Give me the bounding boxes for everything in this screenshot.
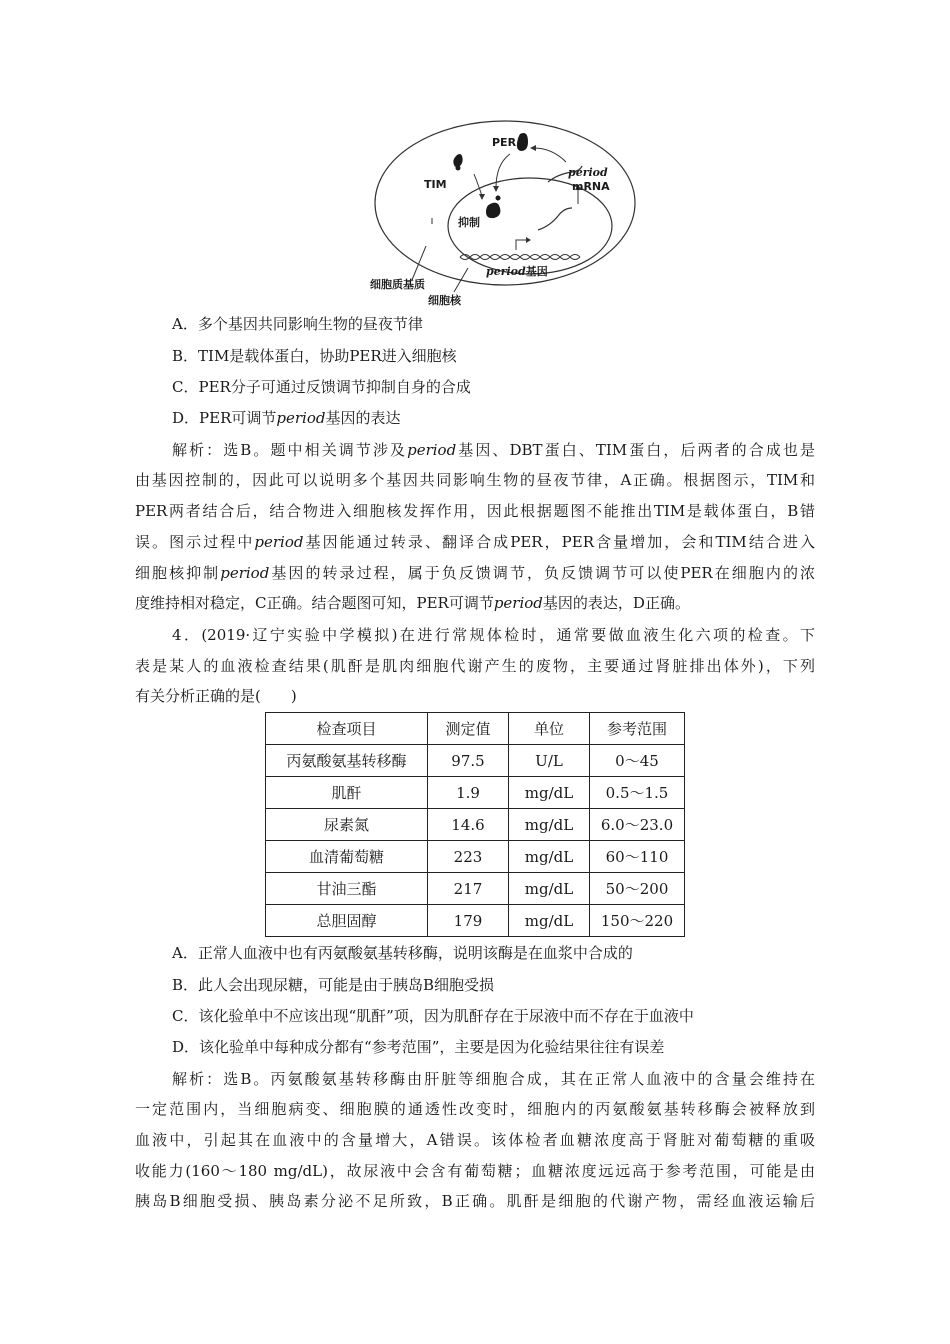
table-cell: 223 bbox=[428, 841, 509, 873]
q3-option-a: A．多个基因共同影响生物的昼夜节律 bbox=[172, 315, 423, 333]
per-protein bbox=[517, 133, 528, 151]
table-row bbox=[266, 809, 685, 841]
period-mrna-label-bottom: mRNA bbox=[572, 180, 610, 193]
table-cell: mg/dL bbox=[509, 905, 590, 937]
table-cell: mg/dL bbox=[509, 841, 590, 873]
table-cell: mg/dL bbox=[509, 809, 590, 841]
q4-analysis-line-2: 一定范围内，当细胞病变、细胞膜的通透性改变时，细胞内的丙氨酸氨基转移酶会被释放到 bbox=[135, 1100, 815, 1118]
q3-analysis-line-4: 误。图示过程中period基因能通过转录、翻译合成PER，PER含量增加，会和TIM结合进入 bbox=[135, 533, 815, 551]
q3-analysis-line-2: 由基因控制的，因此可以说明多个基因共同影响生物的昼夜节律，A正确。根据图示，TIM和 bbox=[135, 471, 815, 489]
table-cell: mg/dL bbox=[509, 873, 590, 905]
cytoplasm-leader bbox=[412, 246, 426, 280]
table-row bbox=[266, 841, 685, 873]
dna-helix bbox=[460, 255, 580, 260]
per-label: PER bbox=[492, 136, 517, 149]
q4-stem-line-2: 表是某人的血液检查结果(肌酐是肌肉细胞代谢产生的废物，主要通过肾脏排出体外)，下列 bbox=[135, 657, 815, 675]
translation-arrow bbox=[534, 148, 566, 162]
table-cell: 尿素氮 bbox=[266, 809, 428, 841]
per-import-arrow bbox=[496, 154, 510, 188]
table-cell: 60～110 bbox=[590, 841, 685, 873]
table-row bbox=[266, 873, 685, 905]
table-cell: mg/dL bbox=[509, 777, 590, 809]
q4-option-d: D．该化验单中每种成分都有“参考范围”，主要是因为化验结果往往有误差 bbox=[172, 1038, 665, 1056]
q3-option-d: D．PER可调节period基因的表达 bbox=[172, 409, 401, 427]
period-gene-label: period基因 bbox=[486, 265, 548, 278]
table-cell: 总胆固醇 bbox=[266, 905, 428, 937]
nucleus-leader bbox=[454, 268, 468, 292]
q4-option-c: C．该化验单中不应该出现“肌酐”项，因为肌酐存在于尿液中而不存在于血液中 bbox=[172, 1007, 694, 1025]
q4-stem-line-1: 4．(2019·辽宁实验中学模拟)在进行常规体检时，通常要做血液生化六项的检查。下 bbox=[172, 626, 815, 644]
tim-label: TIM bbox=[424, 178, 447, 191]
q3-analysis-line-6: 度维持相对稳定，C正确。结合题图可知，PER可调节period基因的表达，D正确。 bbox=[135, 594, 690, 612]
table-row bbox=[266, 745, 685, 777]
table-row bbox=[266, 777, 685, 809]
nucleus-label: 细胞核 bbox=[428, 294, 461, 307]
table-cell: 150～220 bbox=[590, 905, 685, 937]
blood-test-table bbox=[265, 712, 685, 937]
table-cell: 14.6 bbox=[428, 809, 509, 841]
table-cell: 179 bbox=[428, 905, 509, 937]
q4-analysis-line-5: 胰岛B细胞受损、胰岛素分泌不足所致，B正确。肌酐是细胞的代谢产物，需经血液运输后 bbox=[135, 1192, 815, 1210]
tim-protein bbox=[453, 154, 462, 167]
table-cell: 肌酐 bbox=[266, 777, 428, 809]
table-cell: 丙氨酸氨基转移酶 bbox=[266, 745, 428, 777]
table-cell: 97.5 bbox=[428, 745, 509, 777]
table-header-cell: 测定值 bbox=[428, 713, 509, 745]
table-cell: 0～45 bbox=[590, 745, 685, 777]
period-mrna-label-top: period bbox=[568, 166, 608, 179]
inhibit-label: 抑制 bbox=[458, 216, 480, 229]
table-header-cell: 参考范围 bbox=[590, 713, 685, 745]
table-cell: 0.5～1.5 bbox=[590, 777, 685, 809]
q3-option-b: B．TIM是载体蛋白，协助PER进入细胞核 bbox=[172, 347, 457, 365]
q4-option-b: B．此人会出现尿糖，可能是由于胰岛B细胞受损 bbox=[172, 976, 495, 994]
table-header-cell: 检查项目 bbox=[266, 713, 428, 745]
table-cell: 血清葡萄糖 bbox=[266, 841, 428, 873]
per-tim-complex bbox=[486, 203, 500, 218]
q3-analysis-line-1: 解析：选B。题中相关调节涉及period基因、DBT蛋白、TIM蛋白，后两者的合成也是 bbox=[172, 441, 815, 459]
table-header-cell: 单位 bbox=[509, 713, 590, 745]
q3-option-c: C．PER分子可通过反馈调节抑制自身的合成 bbox=[172, 378, 471, 396]
table-cell: 50～200 bbox=[590, 873, 685, 905]
q3-analysis-line-5: 细胞核抑制period基因的转录过程，属于负反馈调节，负反馈调节可以使PER在细胞内的浓 bbox=[135, 564, 815, 582]
period-gene-diagram bbox=[370, 118, 650, 314]
q4-analysis-line-3: 血液中，引起其在血液中的含量增大，A错误。该体检者血糖浓度高于肾脏对葡萄糖的重吸 bbox=[135, 1131, 815, 1149]
q4-stem-line-3: 有关分析正确的是( ) bbox=[135, 687, 297, 705]
q4-analysis-line-1: 解析：选B。丙氨酸氨基转移酶由肝脏等细胞合成，其在正常人血液中的含量会维持在 bbox=[172, 1070, 815, 1088]
q3-analysis-line-3: PER两者结合后，结合物进入细胞核发挥作用，因此根据题图不能推出TIM是载体蛋白，B错 bbox=[135, 502, 815, 520]
cytoplasm-label: 细胞质基质 bbox=[370, 278, 425, 291]
table-cell: 1.9 bbox=[428, 777, 509, 809]
table-header-row bbox=[266, 713, 685, 745]
table-row bbox=[266, 905, 685, 937]
table-cell: U/L bbox=[509, 745, 590, 777]
table-cell: 6.0～23.0 bbox=[590, 809, 685, 841]
table-cell: 甘油三酯 bbox=[266, 873, 428, 905]
mrna-nucleus bbox=[538, 208, 572, 230]
q4-option-a: A．正常人血液中也有丙氨酸氨基转移酶，说明该酶是在血浆中合成的 bbox=[172, 944, 633, 962]
table-cell: 217 bbox=[428, 873, 509, 905]
tim-import-arrow bbox=[474, 174, 482, 196]
q4-analysis-line-4: 收能力(160～180 mg/dL)，故尿液中会含有葡萄糖；血糖浓度远远高于参考范围，可能是由 bbox=[135, 1162, 815, 1180]
